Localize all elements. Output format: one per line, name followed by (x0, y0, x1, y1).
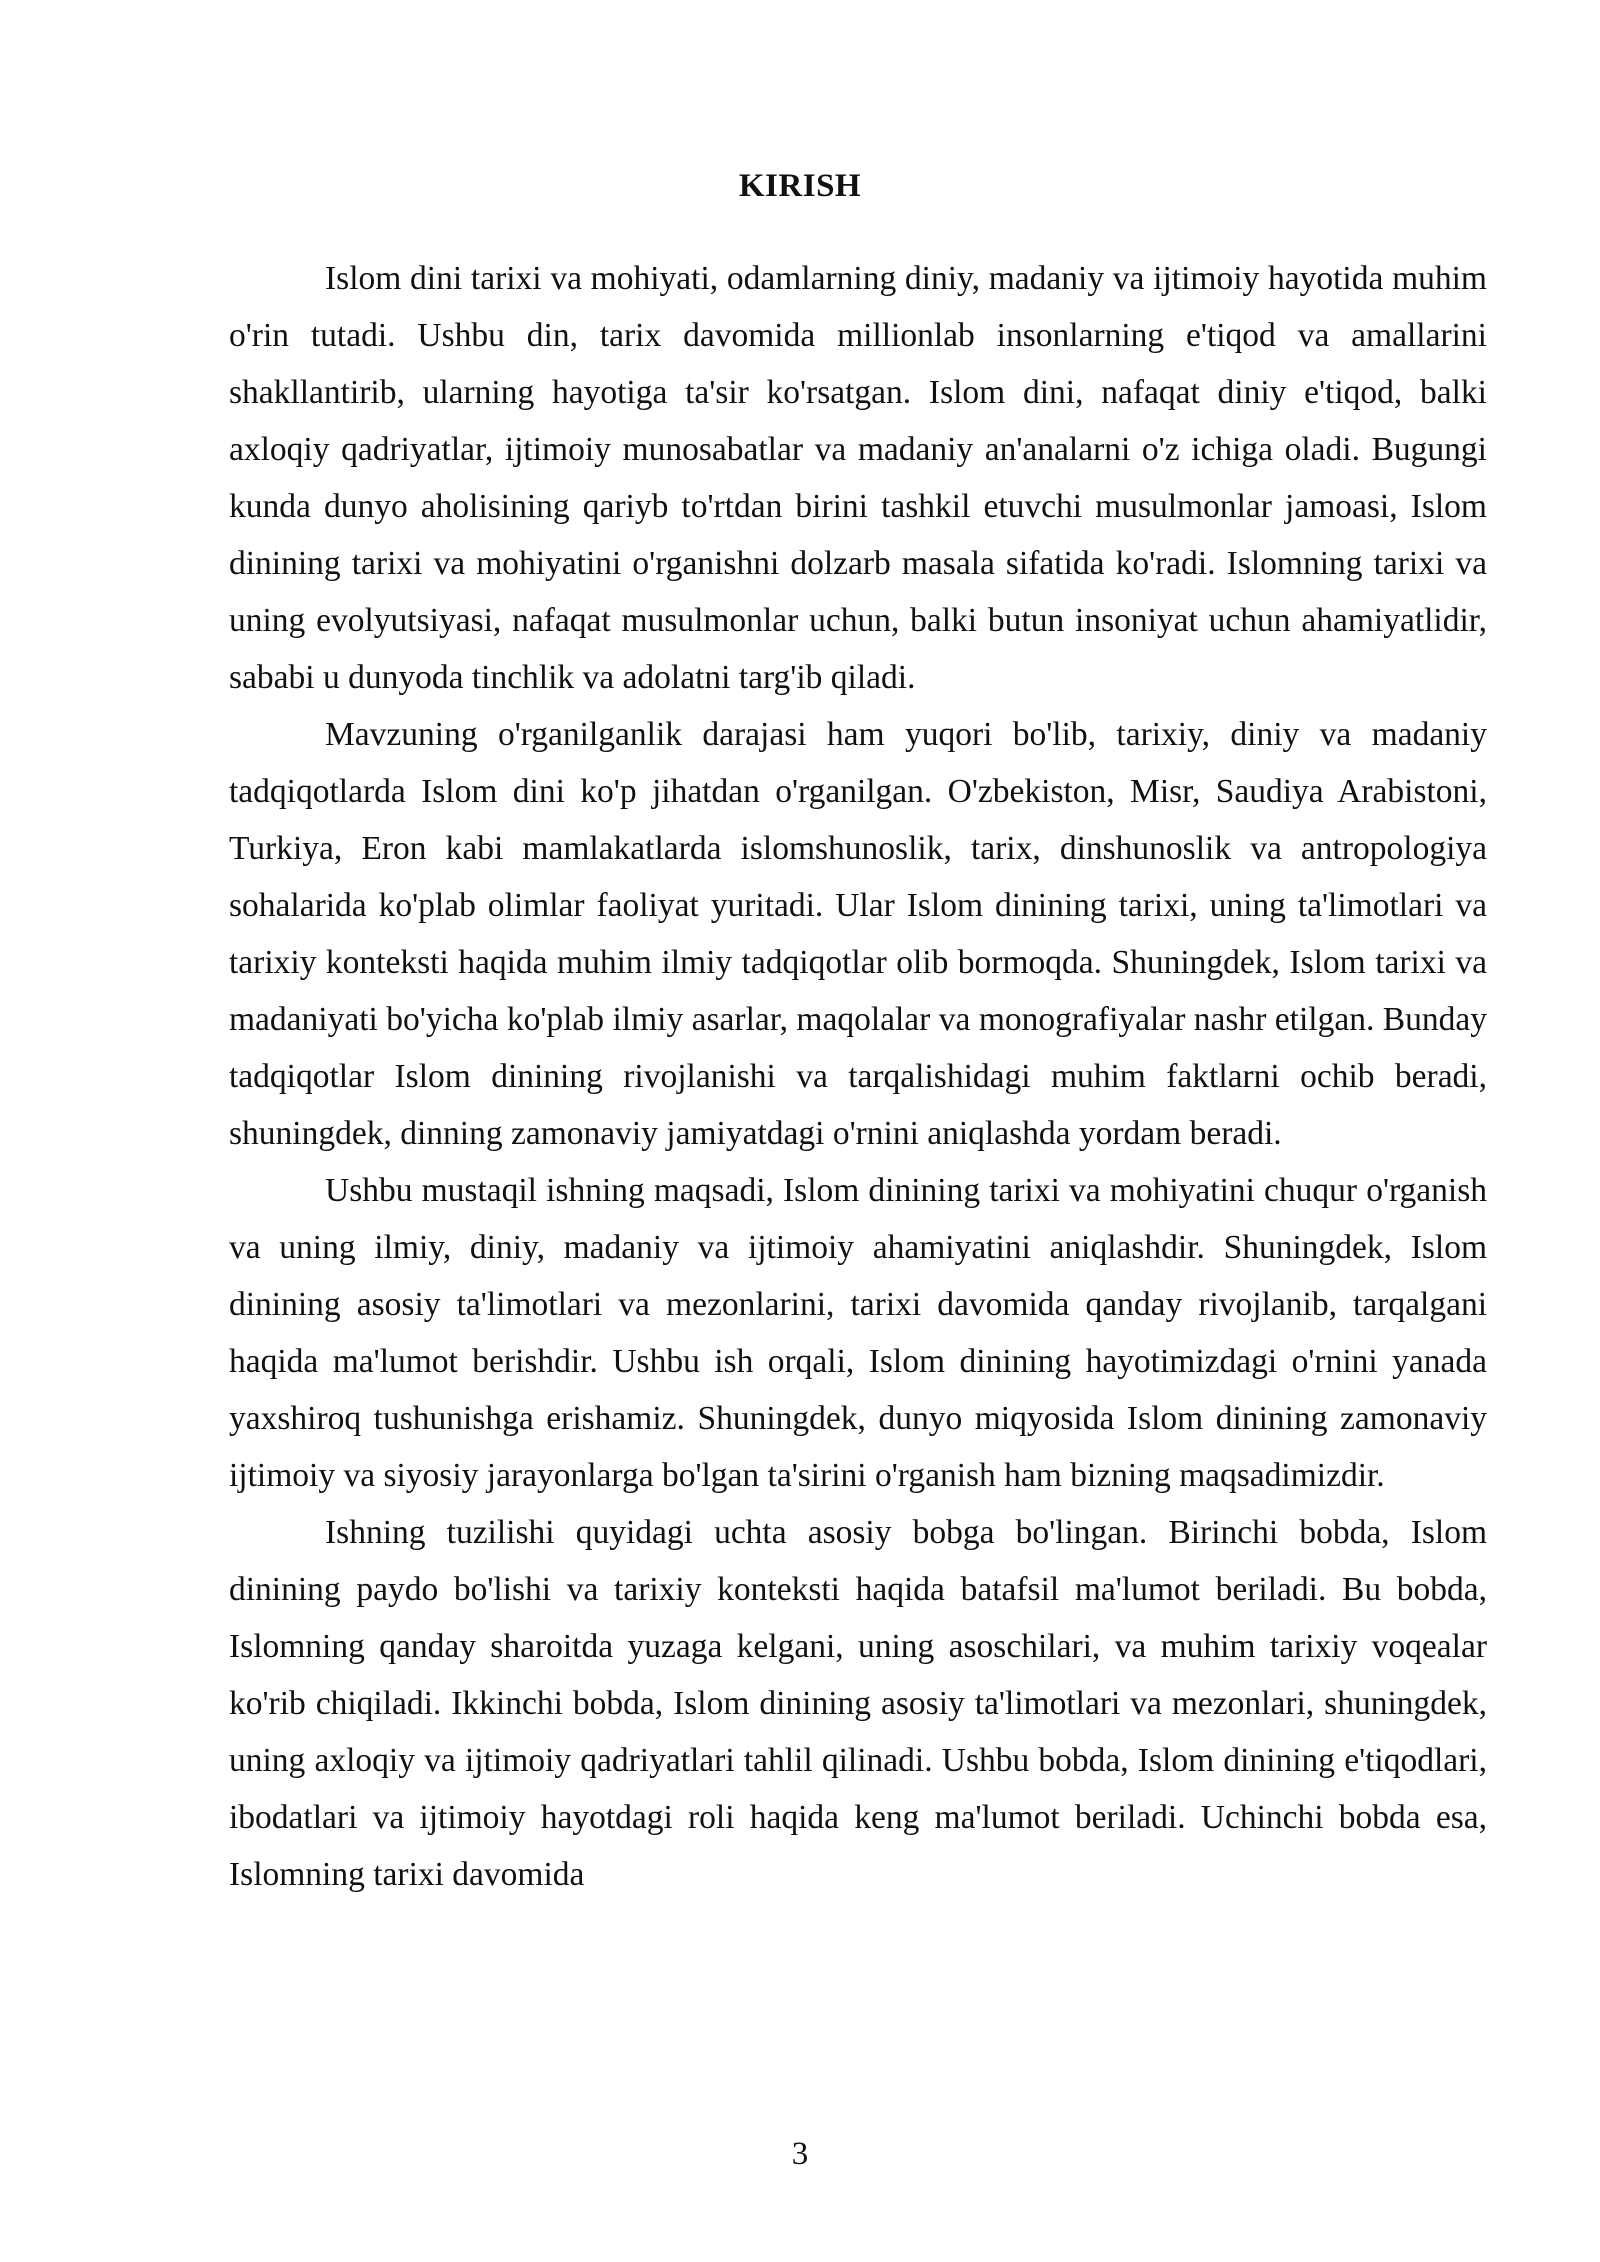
paragraph-study-level: Mavzuning o'rganilganlik darajasi ham yuqori bo'lib, tarixiy, diniy va madaniy tadqiqotlarda Islom dini ko'p jihatdan o'rganilgan. O'zbekiston, Misr, Saudiya Arabistoni, Turkiya, Eron kabi mamlakatlarda islomshunoslik, tarix, dinshunoslik va antropologiya sohalarida ko'plab olimlar faoliyat yuritadi. Ular Islom dinining tarixi, uning ta'limotlari va tarixiy konteksti haqida muhim ilmiy tadqiqotlar olib bormoqda. Shuningdek, Islom tarixi va madaniyati bo'yicha ko'plab ilmiy asarlar, maqolalar va monografiyalar nashr etilgan. Bunday tadqiqotlar Islom dinining rivojlanishi va tarqalishidagi muhim faktlarni ochib beradi, shuningdek, dinning zamonaviy jamiyatdagi o'rnini aniqlashda yordam beradi. (229, 716, 1487, 1152)
paragraph-structure: Ishning tuzilishi quyidagi uchta asosiy bobga bo'lingan. Birinchi bobda, Islom dinining paydo bo'lishi va tarixiy konteksti haqida batafsil ma'lumot beriladi. Bu bobda, Islomning qanday sharoitda yuzaga kelgani, uning asoschilari, va muhim tarixiy voqealar ko'rib chiqiladi. Ikkinchi bobda, Islom dinining asosiy ta'limotlari va mezonlari, shuningdek, uning axloqiy va ijtimoiy qadriyatlari tahlil qilinadi. Ushbu bobda, Islom dinining e'tiqodlari, ibodatlari va ijtimoiy hayotdagi roli haqida keng ma'lumot beriladi. Uchinchi bobda esa, Islomning tarixi davomida (229, 1514, 1487, 1893)
paragraph-aim: Ushbu mustaqil ishning maqsadi, Islom dinining tarixi va mohiyatini chuqur o'rganish va uning ilmiy, diniy, madaniy va ijtimoiy ahamiyatini aniqlashdir. Shuningdek, Islom dinining asosiy ta'limotlari va mezonlarini, tarixi davomida qanday rivojlanib, tarqalgani haqida ma'lumot berishdir. Ushbu ish orqali, Islom dinining hayotimizdagi o'rnini yanada yaxshiroq tushunishga erishamiz. Shuningdek, dunyo miqyosida Islom dinining zamonaviy ijtimoiy va siyosiy jarayonlarga bo'lgan ta'sirini o'rganish ham bizning maqsadimizdir. (229, 1172, 1487, 1494)
section-title: KIRISH (738, 168, 862, 204)
page-number: 3 (791, 2136, 809, 2172)
paragraph-introduction: Islom dini tarixi va mohiyati, odamlarning diniy, madaniy va ijtimoiy hayotida muhim o'rin tutadi. Ushbu din, tarix davomida millionlab insonlarning e'tiqod va amallarini shakllantirib, ularning hayotiga ta'sir ko'rsatgan. Islom dini, nafaqat diniy e'tiqod, balki axloqiy qadriyatlar, ijtimoiy munosabatlar va madaniy an'analarni o'z ichiga oladi. Bugungi kunda dunyo aholisining qariyb to'rtdan birini tashkil etuvchi musulmonlar jamoasi, Islom dinining tarixi va mohiyatini o'rganishni dolzarb masala sifatida ko'radi. Islomning tarixi va uning evolyutsiyasi, nafaqat musulmonlar uchun, balki butun insoniyat uchun ahamiyatlidir, sababi u dunyoda tinchlik va adolatni targ'ib qiladi. (229, 260, 1487, 696)
body-text (229, 250, 1487, 1903)
